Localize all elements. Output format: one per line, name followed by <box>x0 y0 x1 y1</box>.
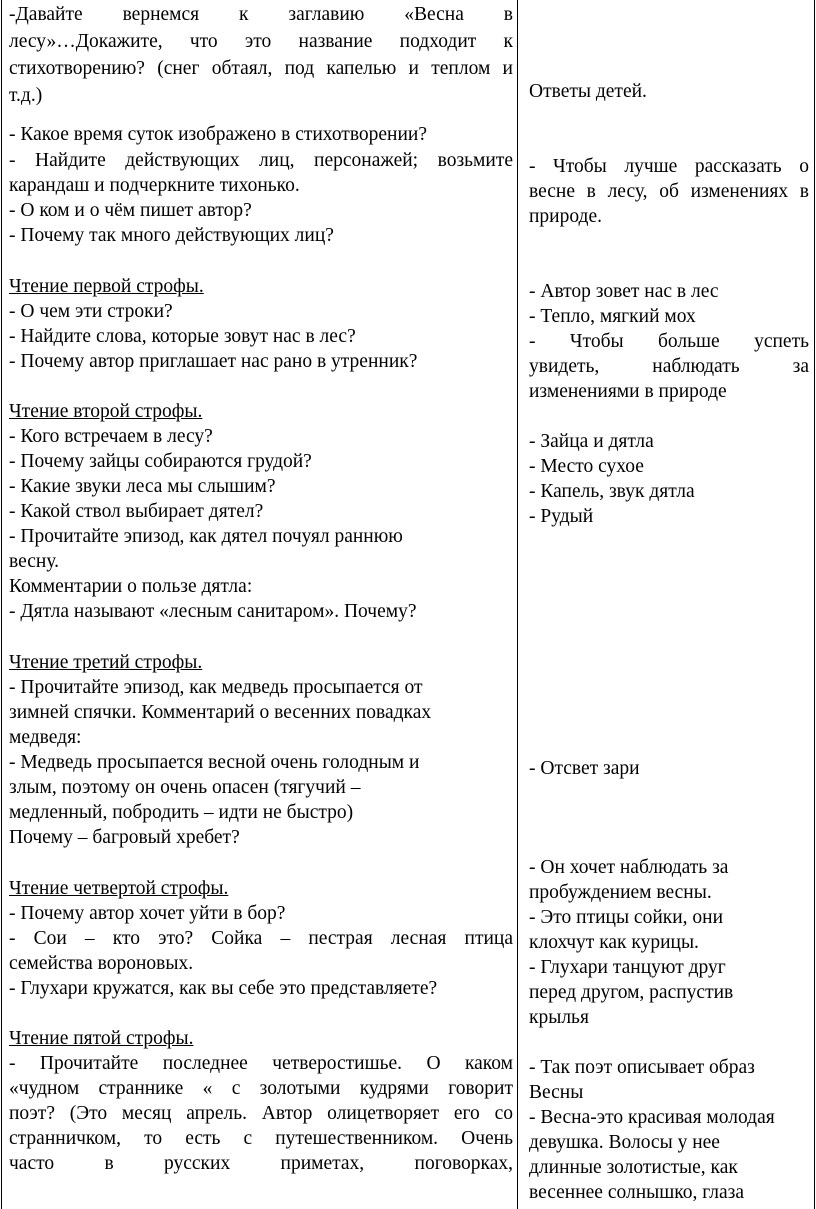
text-line: - Кого встречаем в лесу? <box>9 426 213 447</box>
text-line: увидеть, наблюдать за <box>529 356 809 377</box>
text-line: семейства вороновых. <box>9 953 194 974</box>
text-line: - Найдите действующих лиц, персонажей; возьмите <box>9 150 513 171</box>
text-line: - Весна-это красивая молодая <box>529 1107 775 1128</box>
stanza-heading: Чтение пятой строфы. <box>9 1028 194 1049</box>
text-line: «чудном страннике « с золотыми кудрями говорит <box>9 1078 513 1099</box>
text-line: - Капель, звук дятла <box>529 481 695 502</box>
text-line: - Отсвет зари <box>529 758 640 779</box>
text-line: перед другом, распустив <box>529 982 734 1003</box>
text-line: - Он хочет наблюдать за <box>529 857 729 878</box>
text-line: зимней спячки. Комментарий о весенних повадках <box>9 702 432 723</box>
text-line: - Место сухое <box>529 456 644 477</box>
text-line: Почему – багровый хребет? <box>9 827 240 848</box>
stanza-heading: Чтение четвертой строфы. <box>9 878 229 899</box>
text-line: - О чем эти строки? <box>9 301 173 322</box>
text-line: - Автор зовет нас в лес <box>529 281 719 302</box>
text-line: - Тепло, мягкий мох <box>529 306 696 327</box>
text-line: злым, поэтому он очень опасен (тягучий – <box>9 777 361 798</box>
text-line: медленный, побродить – идти не быстро) <box>9 802 354 823</box>
text-line: - Зайца и дятла <box>529 431 654 452</box>
text-line: - Прочитайте эпизод, как медведь просыпается от <box>9 677 423 698</box>
answers-header: Ответы детей. <box>529 81 647 102</box>
text-line: - Дятла называют «лесным санитаром». Почему? <box>9 601 417 622</box>
text-line: - Глухари кружатся, как вы себе это представляете? <box>9 978 438 999</box>
text-line: клохчут как курицы. <box>529 932 699 953</box>
text-line: девушка. Волосы у нее <box>529 1132 720 1153</box>
text-line: - Прочитайте последнее четверостишье. О каком <box>9 1053 513 1074</box>
text-line: - О ком и о чём пишет автор? <box>9 200 252 221</box>
text-line: изменениями в природе <box>529 381 727 402</box>
text-line: длинные золотистые, как <box>529 1157 738 1178</box>
text-line: крылья <box>529 1007 589 1028</box>
text-line: пробуждением весны. <box>529 882 712 903</box>
text-line: карандаш и подчеркните тихонько. <box>9 175 300 196</box>
text-line: - Так поэт описывает образ <box>529 1057 755 1078</box>
text-line: стихотворению? (снег обтаял, под капелью и теплом и <box>9 58 513 79</box>
text-line: - Это птицы сойки, они <box>529 907 724 928</box>
text-line: весеннее солнышко, глаза <box>529 1182 745 1203</box>
text-line: т.д.) <box>9 85 43 106</box>
column-divider <box>517 0 518 1209</box>
text-line: природе. <box>529 206 603 227</box>
text-line: - Найдите слова, которые зовут нас в лес? <box>9 326 356 347</box>
stanza-heading: Чтение второй строфы. <box>9 401 203 422</box>
text-line: медведя: <box>9 727 82 748</box>
stanza-heading: Чтение третий строфы. <box>9 652 203 673</box>
text-line: - Какой ствол выбирает дятел? <box>9 501 264 522</box>
text-line: - Почему автор приглашает нас рано в утренник? <box>9 351 418 372</box>
text-line: - Рудый <box>529 506 594 527</box>
text-line: - Глухари танцуют друг <box>529 957 726 978</box>
text-line: - Какие звуки леса мы слышим? <box>9 476 276 497</box>
text-line: - Почему зайцы собираются грудой? <box>9 451 312 472</box>
text-line: часто в русских приметах, поговорках, <box>9 1153 513 1174</box>
text-line: странничком, то есть с путешественником. Очень <box>9 1128 513 1149</box>
text-line: поэт? (Это месяц апрель. Автор олицетворяет его со <box>9 1103 513 1124</box>
text-line: Комментарии о пользе дятла: <box>9 576 253 597</box>
text-line: весну. <box>9 551 59 572</box>
text-line: - Какое время суток изображено в стихотворении? <box>9 124 428 145</box>
text-line: Весны <box>529 1082 584 1103</box>
text-line: - Чтобы лучше рассказать о <box>529 156 809 177</box>
text-line: весне в лесу, об изменениях в <box>529 181 809 202</box>
stanza-heading: Чтение первой строфы. <box>9 276 204 297</box>
text-line: - Чтобы больше успеть <box>529 331 809 352</box>
text-line: - Прочитайте эпизод, как дятел почуял раннюю <box>9 526 403 547</box>
text-line: - Сои – кто это? Сойка – пестрая лесная птица <box>9 928 513 949</box>
text-line: лесу»…Докажите, что это название подходит к <box>9 31 513 52</box>
text-line: -Давайте вернемся к заглавию «Весна в <box>9 4 513 25</box>
text-line: - Почему автор хочет уйти в бор? <box>9 903 286 924</box>
text-line: - Почему так много действующих лиц? <box>9 225 334 246</box>
text-line: - Медведь просыпается весной очень голодным и <box>9 752 420 773</box>
